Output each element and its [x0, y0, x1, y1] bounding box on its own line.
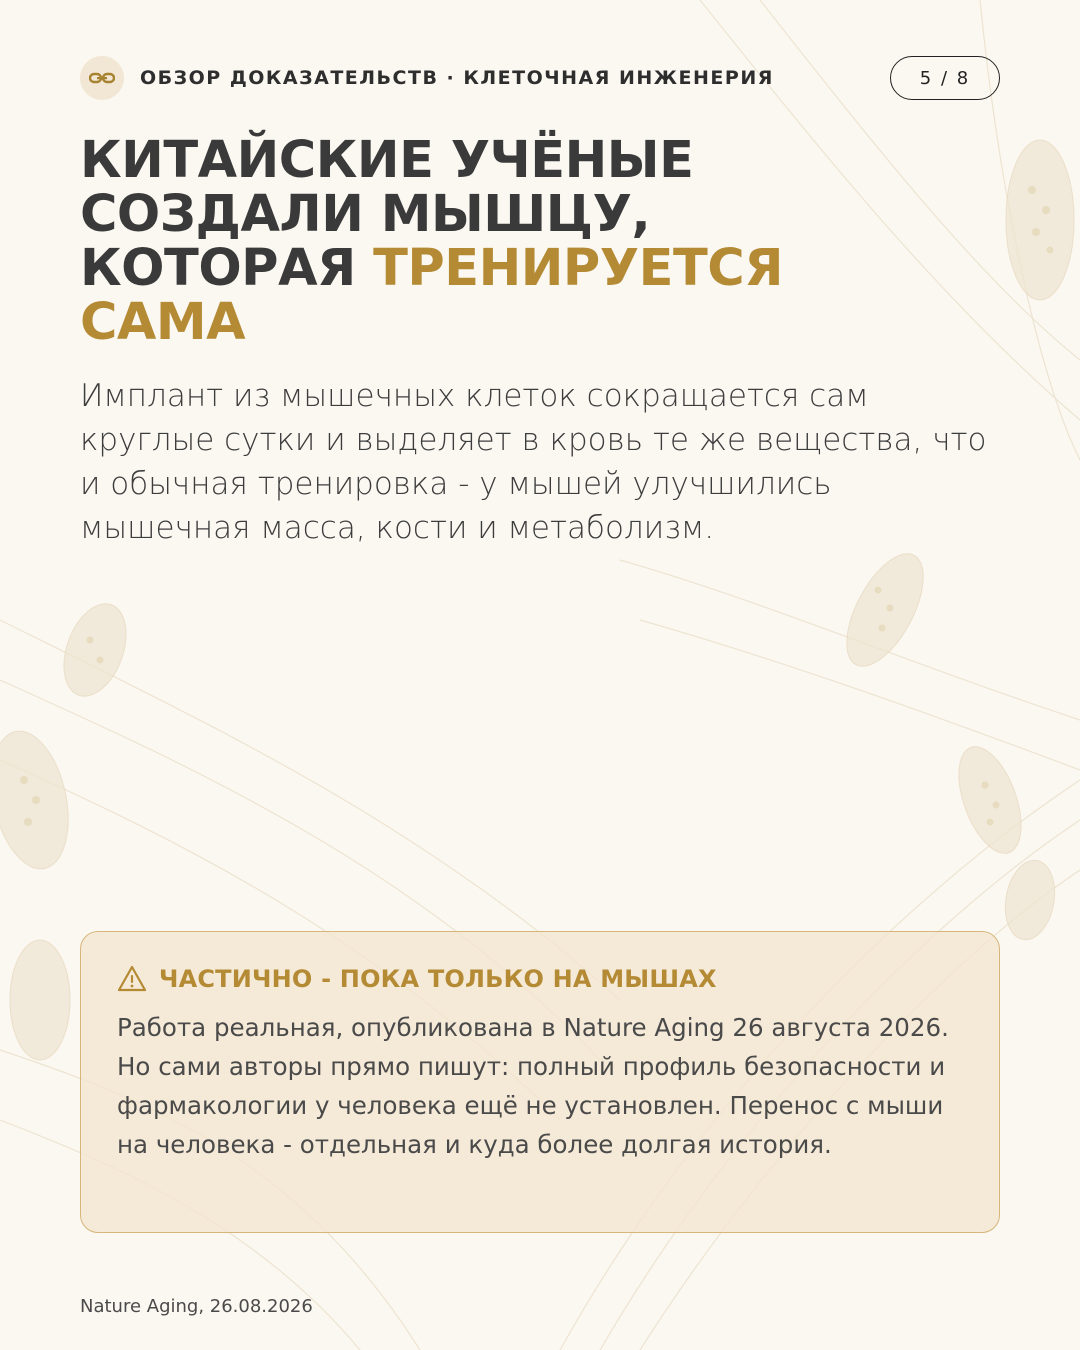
callout-header [117, 964, 717, 994]
headline-line-4: САМА [80, 293, 246, 352]
headline-line-3 [80, 239, 1000, 298]
headline-accent-text: ТРЕНИРУЕТСЯ [373, 239, 783, 298]
headline-plain-text: КОТОРАЯ [80, 239, 374, 298]
page-counter: 5 / 8 [890, 56, 1000, 100]
headline [80, 131, 1000, 352]
headline-line-2: СОЗДАЛИ МЫШЦУ, [80, 185, 651, 244]
callout-body: Работа реальная, опубликована в Nature Aging 26 августа 2026. Но сами авторы прямо пишут: полный профиль безопасности и фармакологии у человека ещё не установлен. Перенос с мыши на человека - отдельная и куда более долгая история. [117, 1013, 949, 1159]
callout-title: ЧАСТИЧНО - ПОКА ТОЛЬКО НА МЫШАХ [159, 965, 717, 993]
series-title: ОБЗОР ДОКАЗАТЕЛЬСТВ · КЛЕТОЧНАЯ ИНЖЕНЕРИЯ [140, 67, 774, 89]
source-citation: Nature Aging, 26.08.2026 [80, 1296, 313, 1317]
verdict-callout [80, 931, 1000, 1233]
header [80, 56, 1000, 100]
lead-paragraph: Имплант из мышечных клеток сокращается сам круглые сутки и выделяет в кровь те же вещества, что и обычная тренировка - у мышей улучшились мышечная масса, кости и метаболизм. [80, 378, 987, 546]
link-chain-icon [80, 56, 124, 100]
warning-icon [117, 964, 147, 994]
headline-line-1: КИТАЙСКИЕ УЧЁНЫЕ [80, 131, 694, 190]
